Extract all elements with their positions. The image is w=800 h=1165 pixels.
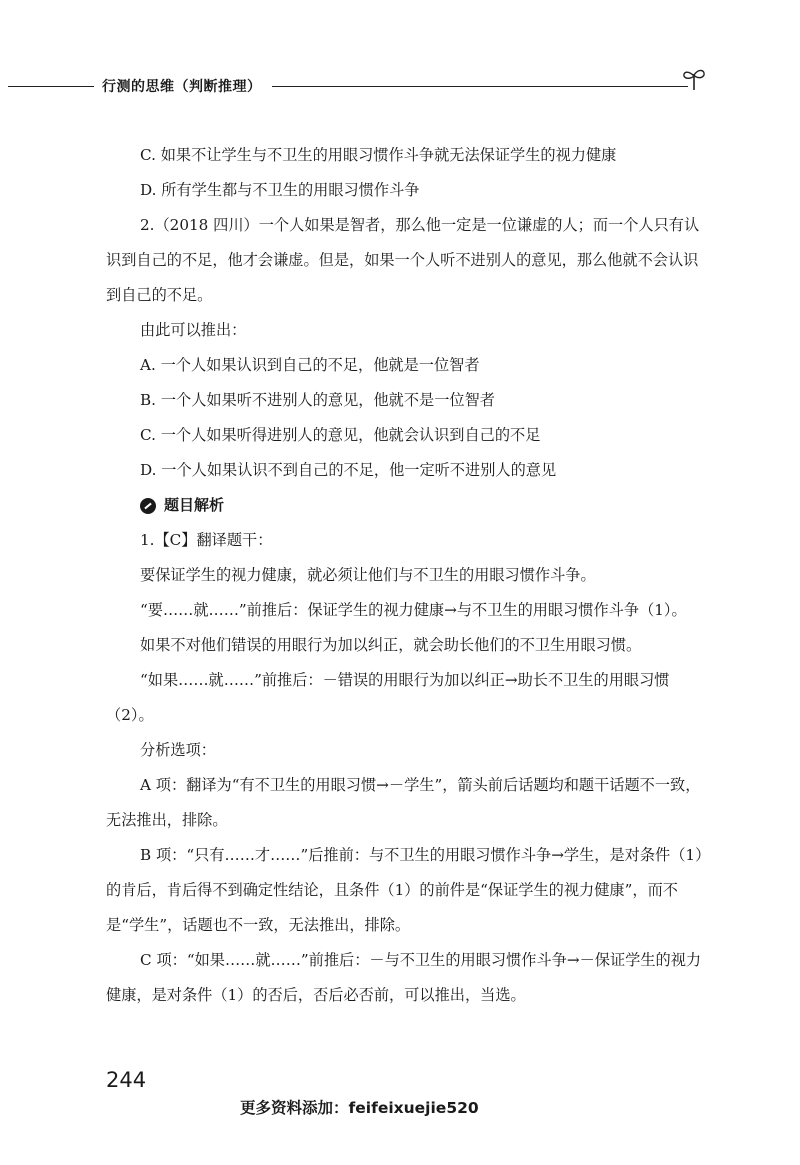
answer-1-heading: 1.【C】翻译题干： bbox=[140, 531, 273, 549]
footer-note: 更多资料添加：feifeixuejie520 bbox=[240, 1099, 479, 1117]
analysis-option-b: B 项：“只有……才……”后推前：与不卫生的用眼习惯作斗争→学生，是对条件（1）的肯后，肯后得不到确定性结论，且条件（1）的前件是“保证学生的视力健康”，而不是“学生”，话题也不一致，无法推出，排除。 bbox=[106, 846, 703, 934]
analysis-paragraph: 如果不对他们错误的用眼行为加以纠正，就会助长他们的不卫生用眼习惯。 bbox=[140, 636, 642, 654]
page-body bbox=[106, 138, 706, 1013]
q2-option-a: A. 一个人如果认识到自己的不足，他就是一位智者 bbox=[140, 356, 480, 374]
header-rule-right bbox=[272, 86, 688, 87]
option-d: D. 所有学生都与不卫生的用眼习惯作斗争 bbox=[140, 181, 420, 199]
analysis-option-c: C 项：“如果……就……”前推后：－与不卫生的用眼习惯作斗争→－保证学生的视力健康，是对条件（1）的否后，否后必否前，可以推出，当选。 bbox=[106, 951, 702, 1004]
option-c: C. 如果不让学生与不卫生的用眼习惯作斗争就无法保证学生的视力健康 bbox=[140, 146, 617, 164]
page-number: 244 bbox=[106, 1068, 147, 1092]
section-title: 题目解析 bbox=[164, 496, 225, 514]
analysis-paragraph: “如果……就……”前推后：－错误的用眼行为加以纠正→助长不卫生的用眼习惯（2）。 bbox=[106, 671, 670, 724]
header-rule-left bbox=[8, 86, 94, 87]
header-title: 行测的思维（判断推理） bbox=[102, 79, 262, 95]
q2-option-b: B. 一个人如果听不进别人的意见，他就不是一位智者 bbox=[140, 391, 495, 409]
pen-badge-icon bbox=[140, 498, 156, 514]
analysis-paragraph: 分析选项： bbox=[140, 741, 216, 759]
question-prompt: 由此可以推出： bbox=[140, 321, 247, 339]
question-2: 2.（2018 四川）一个人如果是智者，那么他一定是一位谦虚的人；而一个人只有认识到自己的不足，他才会谦虚。但是，如果一个人听不进别人的意见，那么他就不会认识到自己的不足。 bbox=[106, 216, 700, 304]
analysis-paragraph: 要保证学生的视力健康，就必须让他们与不卫生的用眼习惯作斗争。 bbox=[140, 566, 596, 584]
q2-option-d: D. 一个人如果认识不到自己的不足，他一定听不进别人的意见 bbox=[140, 461, 557, 479]
analysis-option-a: A 项：翻译为“有不卫生的用眼习惯→－学生”，箭头前后话题均和题干话题不一致，无法推出，排除。 bbox=[106, 776, 701, 829]
analysis-paragraph: “要……就……”前推后：保证学生的视力健康→与不卫生的用眼习惯作斗争（1）。 bbox=[140, 601, 687, 619]
sprout-icon bbox=[680, 66, 708, 92]
section-heading bbox=[106, 488, 706, 523]
q2-option-c: C. 一个人如果听得进别人的意见，他就会认识到自己的不足 bbox=[140, 426, 541, 444]
running-header bbox=[0, 62, 800, 102]
